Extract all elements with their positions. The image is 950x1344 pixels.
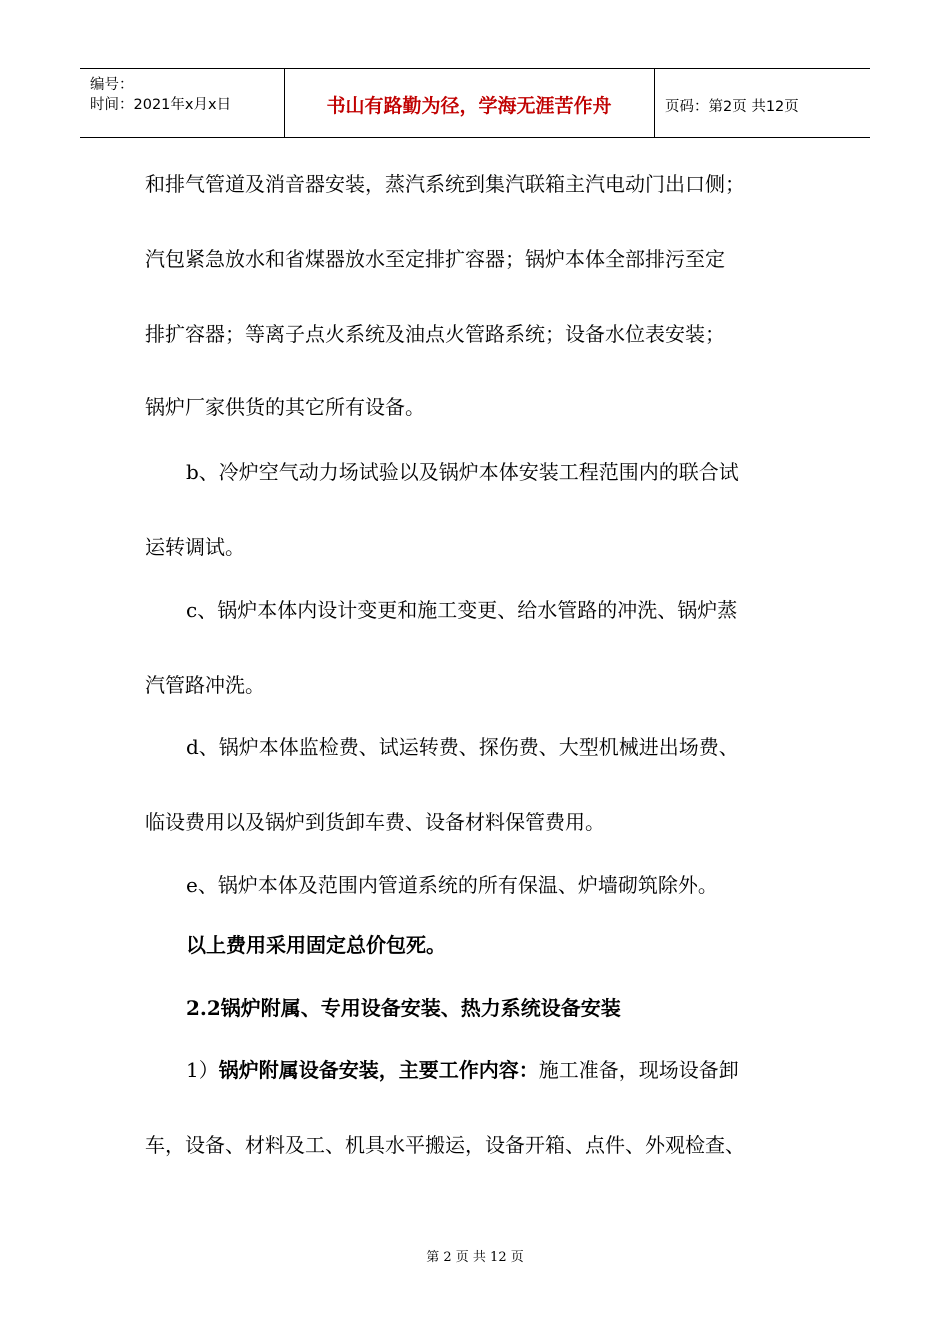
- body-line: 运转调试。: [145, 535, 245, 559]
- body-line: 汽管路冲洗。: [145, 673, 265, 697]
- body-line: 临设费用以及锅炉到货卸车费、设备材料保管费用。: [145, 810, 605, 834]
- item1-prefix: 1）: [186, 1058, 219, 1082]
- item1-bold-label: 锅炉附属设备安装，主要工作内容：: [218, 1058, 539, 1082]
- body-line: d、锅炉本体监检费、试运转费、探伤费、大型机械进出场费、: [186, 735, 739, 759]
- page-footer: 第 2 页 共 12 页: [426, 1250, 524, 1265]
- page-header: [80, 68, 870, 138]
- body-line: 锅炉厂家供货的其它所有设备。: [145, 395, 425, 419]
- body-line: b、冷炉空气动力场试验以及锅炉本体安装工程范围内的联合试: [186, 460, 739, 484]
- summary-line: 以上费用采用固定总价包死。: [186, 933, 446, 957]
- body-line: 和排气管道及消音器安装，蒸汽系统到集汽联箱主汽电动门出口侧；: [145, 172, 745, 196]
- header-motto-cell: [284, 69, 655, 137]
- header-motto: 书山有路勤为径，学海无涯苦作舟: [326, 95, 612, 117]
- item1-line: [186, 1058, 739, 1082]
- header-page-info: 页码：第2页 共12页: [665, 99, 799, 115]
- section-heading: 2.2锅炉附属、专用设备安装、热力系统设备安装: [186, 996, 621, 1020]
- serial-label: 编号：: [90, 77, 134, 93]
- header-page-cell: [655, 69, 870, 137]
- header-info-cell: [80, 69, 285, 137]
- item1-text: 施工准备，现场设备卸: [538, 1058, 739, 1082]
- body-line: 车，设备、材料及工、机具水平搬运，设备开箱、点件、外观检查、: [145, 1133, 745, 1157]
- body-line: c、锅炉本体内设计变更和施工变更、给水管路的冲洗、锅炉蒸: [186, 598, 738, 622]
- body-line: 汽包紧急放水和省煤器放水至定排扩容器；锅炉本体全部排污至定: [145, 247, 725, 271]
- time-label: 时间：2021年x月x日: [90, 97, 232, 113]
- body-line: e、锅炉本体及范围内管道系统的所有保温、炉墙砌筑除外。: [186, 873, 718, 897]
- body-line: 排扩容器；等离子点火系统及油点火管路系统；设备水位表安装；: [145, 322, 725, 346]
